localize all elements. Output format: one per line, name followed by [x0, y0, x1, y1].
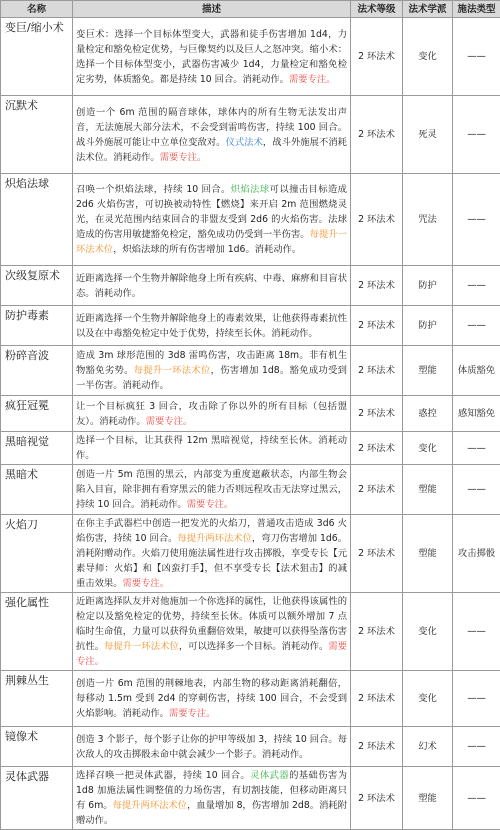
spell-name: 防护毒素: [1, 306, 73, 346]
description-segment: ，弯刀伤害增加 1d6。消耗附赠动作。火焰刀使用施法属性进行攻击掷骰，享受专长【元素导师：火焰】和【凶蛮打手】，但不享受专长【法术狙击】的减重击效果。: [76, 533, 347, 589]
spell-school: 防护: [403, 306, 453, 346]
spell-description: [73, 96, 351, 174]
description-segment: 召唤一个炽焰法球，持续 10 回合。: [76, 184, 231, 195]
description-segment: 每提升一环法术位: [104, 641, 179, 652]
description-segment: 近距离选择队友并对他施加一个你选择的属性，让他获得该属性的检定以及豁免检定的优势，持续至长休。体质可以额外增加 7 点临时生命值，力量可以获得负重翻倍效果，敏捷可以获得坠落伤害抗性。: [76, 596, 347, 652]
spell-cast-type: ——: [453, 767, 500, 830]
description-segment: 每提升两环法术位: [113, 800, 187, 811]
description-segment: 创造一片 5m 范围的黑云，内部变为重度遮蔽状态，内部生物会陷入目盲，除非拥有看穿黑云的能力否则远程攻击无法穿过黑云，持续 10 回合。消耗动作。: [76, 469, 347, 510]
table-row: [1, 727, 500, 767]
header-name: 名称: [1, 1, 73, 18]
table-row: [1, 432, 500, 465]
spell-cast-type: ——: [453, 465, 500, 515]
table-row: [1, 396, 500, 432]
spell-school: 惑控: [403, 396, 453, 432]
spell-level: 2 环法术: [351, 465, 403, 515]
spell-cast-type: 感知豁免: [453, 396, 500, 432]
description-segment: 每提升一环法术位: [134, 365, 211, 376]
table-row: [1, 96, 500, 174]
spell-cast-type: 攻击掷骰: [453, 515, 500, 593]
description-segment: 每提升两环法术位: [177, 533, 251, 544]
spell-description: [73, 346, 351, 396]
spell-school: 变化: [403, 671, 453, 727]
spell-school: 咒法: [403, 174, 453, 266]
description-segment: 需要专注。: [169, 708, 216, 719]
description-segment: 需要专注。: [76, 641, 347, 667]
spell-description: [73, 266, 351, 306]
header-cast: 施法类型: [453, 1, 500, 18]
spell-level: 2 环法术: [351, 18, 403, 96]
spell-level: 2 环法术: [351, 396, 403, 432]
description-segment: 每提升一环法术位: [76, 229, 347, 255]
description-segment: ，血量增加 8，伤害增加 2d8。消耗附赠动作。: [76, 800, 347, 826]
spell-name: 炽焰法球: [1, 174, 73, 266]
spell-cast-type: ——: [453, 266, 500, 306]
spell-name: 荆棘丛生: [1, 671, 73, 727]
spell-cast-type: ——: [453, 96, 500, 174]
spell-level: 2 环法术: [351, 767, 403, 830]
description-segment: 创造一片 6m 范围的荆棘地表，内部生物的移动距离消耗翻倍，每移动 1.5m 受到 2d4 的穿刺伤害，持续 100 回合，不会受到火焰影响。消耗动作。: [76, 678, 347, 719]
header-desc: 描述: [73, 1, 351, 18]
description-segment: 创造一个 6m 范围的隔音球体，球体内的所有生物无法发出声音，无法施展大部分法术，不会受到雷鸣伤害，持续 100 回合。战斗外施展可能让中立单位变敌对。: [76, 107, 347, 148]
spell-cast-type: ——: [453, 18, 500, 96]
table-row: [1, 515, 500, 593]
spell-school: 防护: [403, 266, 453, 306]
description-segment: 创造 3 个影子，每个影子让你的护甲等级加 3，持续 10 回合。每次敌人的攻击掷骰未命中就会减少一个影子。消耗动作。: [76, 734, 347, 760]
description-segment: 变巨术：选择一个目标体型变大，武器和徒手伤害增加 1d4，力量检定和豁免检定优势，与巨像契约以及巨人之怒冲突。缩小术：选择一个目标体型变小，武器伤害减少 1d4，力量检定和豁免检定劣势，体质豁免。都是持续 10 回合。消耗动作。: [76, 29, 347, 85]
spell-cast-type: ——: [453, 174, 500, 266]
spell-school: 变化: [403, 593, 453, 671]
description-segment: 需要专注。: [146, 416, 193, 427]
table-row: [1, 671, 500, 727]
description-segment: 近距离选择一个生物并解除他身上的毒素效果，让他获得毒素抗性以及在中毒豁免检定中处于优势，持续至长休。消耗动作。: [76, 313, 347, 339]
description-segment: 近距离选择一个生物并解除他身上所有疾病、中毒、麻痹和目盲状态。消耗动作。: [76, 273, 347, 299]
description-segment: ，可以选择多一个目标。消耗动作。: [179, 641, 329, 652]
description-segment: 灵体武器: [250, 770, 289, 781]
spell-school: 变化: [403, 432, 453, 465]
spell-cast-type: ——: [453, 306, 500, 346]
spell-description: [73, 306, 351, 346]
spell-level: 2 环法术: [351, 671, 403, 727]
spell-cast-type: 体质豁免: [453, 346, 500, 396]
spell-name: 变巨/缩小术: [1, 18, 73, 96]
spell-school: 塑能: [403, 465, 453, 515]
spell-school: 幻术: [403, 727, 453, 767]
spell-name: 灵体武器: [1, 767, 73, 830]
header-row: [1, 1, 500, 18]
spell-description: [73, 18, 351, 96]
table-row: [1, 18, 500, 96]
description-segment: 可以撞击目标造成 2d6 火焰伤害，可切换被动特性【燃烧】来开启 2m 范围燃烧灵光，在灵光范围内结束回合的非盟友受到 2d6 的火焰伤害。法球造成的伤害用敏捷豁免检定，豁免成功仍受到一半伤害。: [76, 184, 347, 240]
spell-description: [73, 727, 351, 767]
spell-description: [73, 432, 351, 465]
description-segment: ，战斗外施展不消耗法术位。消耗动作。: [76, 137, 347, 163]
spell-name: 镜像术: [1, 727, 73, 767]
description-segment: 需要专注。: [160, 152, 207, 163]
spell-name: 粉碎音波: [1, 346, 73, 396]
spell-description: [73, 593, 351, 671]
spell-level: 2 环法术: [351, 346, 403, 396]
spell-school: 塑能: [403, 767, 453, 830]
spell-level: 2 环法术: [351, 174, 403, 266]
description-segment: 的基础伤害为 1d8 加施法属性调整值的力场伤害，有切割技能，但移动距离只有 6m。: [76, 770, 347, 811]
spell-description: [73, 396, 351, 432]
spell-name: 疯狂冠冕: [1, 396, 73, 432]
spell-name: 火焰刀: [1, 515, 73, 593]
spell-level: 2 环法术: [351, 266, 403, 306]
spell-name: 黑暗视觉: [1, 432, 73, 465]
table-row: [1, 465, 500, 515]
spell-school: 塑能: [403, 346, 453, 396]
spell-description: [73, 174, 351, 266]
spell-description: [73, 465, 351, 515]
spell-description: [73, 671, 351, 727]
table-row: [1, 306, 500, 346]
description-segment: 让一个目标疯狂 3 回合，攻击除了你以外的所有目标（包括盟友）。消耗动作。: [76, 401, 347, 427]
table-row: [1, 174, 500, 266]
spell-name: 沉默术: [1, 96, 73, 174]
spell-cast-type: ——: [453, 593, 500, 671]
table-row: [1, 266, 500, 306]
table-row: [1, 593, 500, 671]
description-segment: 选择召唤一把灵体武器，持续 10 回合。: [76, 770, 250, 781]
description-segment: 需要专注。: [187, 499, 234, 510]
table-row: [1, 767, 500, 830]
description-segment: 需要专注。: [289, 74, 336, 85]
description-segment: 在你主手武器栏中创造一把发光的火焰刀，普通攻击造成 3d6 火焰伤害，持续 10 回合。: [76, 518, 347, 544]
spell-level: 2 环法术: [351, 306, 403, 346]
description-segment: 需要专注。: [123, 578, 170, 589]
spell-level: 2 环法术: [351, 96, 403, 174]
spell-description: [73, 515, 351, 593]
description-segment: 炽焰法球: [231, 184, 270, 195]
description-segment: 选择一个目标，让其获得 12m 黑暗视觉，持续至长休。消耗动作。: [76, 435, 347, 461]
header-level: 法术等级: [351, 1, 403, 18]
spell-name: 黑暗术: [1, 465, 73, 515]
spell-level: 2 环法术: [351, 727, 403, 767]
spell-description: [73, 767, 351, 830]
spell-table-body: [1, 18, 500, 830]
spell-name: 强化属性: [1, 593, 73, 671]
spell-level: 2 环法术: [351, 593, 403, 671]
spell-school: 死灵: [403, 96, 453, 174]
spell-school: 变化: [403, 18, 453, 96]
table-row: [1, 346, 500, 396]
spell-cast-type: ——: [453, 432, 500, 465]
spell-cast-type: ——: [453, 727, 500, 767]
description-segment: ，伤害增加 1d8。豁免成功受到一半伤害。消耗动作。: [76, 365, 347, 391]
spell-level: 2 环法术: [351, 432, 403, 465]
spell-school: 塑能: [403, 515, 453, 593]
spell-level: 2 环法术: [351, 515, 403, 593]
description-segment: 造成 3m 球形范围的 3d8 雷鸣伤害，攻击距离 18m。非有机生物豁免劣势。: [76, 350, 347, 376]
spell-name: 次级复原术: [1, 266, 73, 306]
header-school: 法术学派: [403, 1, 453, 18]
spell-cast-type: ——: [453, 671, 500, 727]
description-segment: 仪式法术: [226, 137, 263, 148]
description-segment: ，炽焰法球的所有伤害增加 1d6。消耗动作。: [113, 244, 301, 255]
